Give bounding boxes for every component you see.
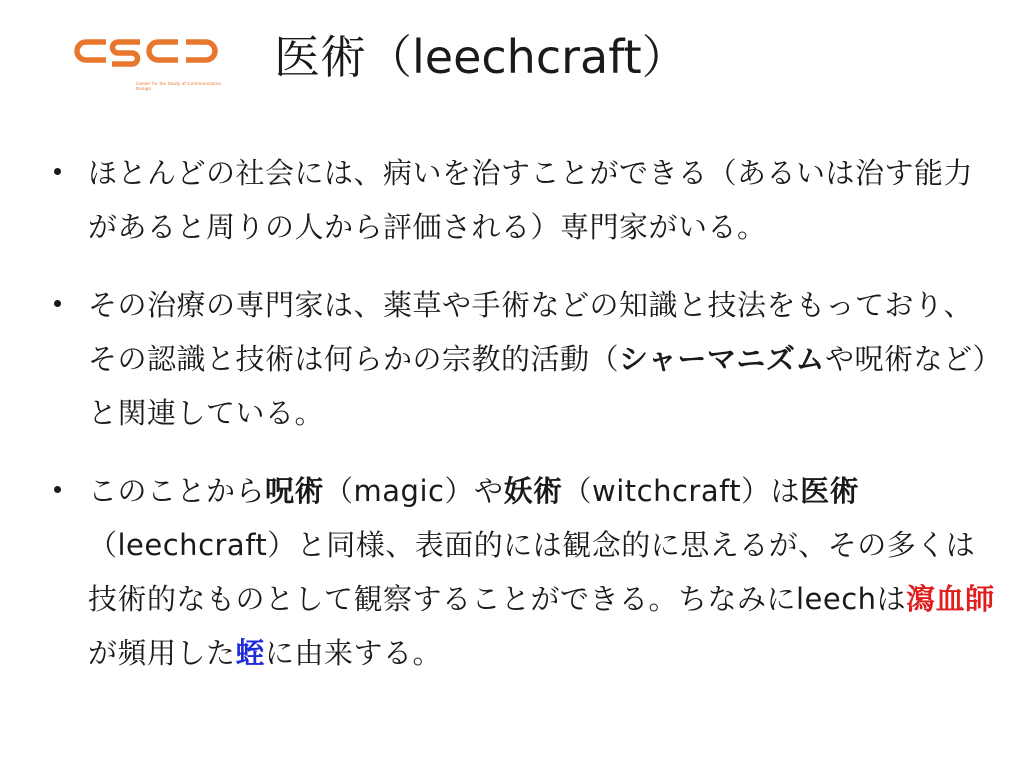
bullet-dot (54, 300, 61, 307)
bullet-text-run: 瀉血師 (906, 582, 995, 616)
bullet-text-run: このことから (88, 474, 266, 508)
bullet-text-run: その治療の専門家は、薬草や手術などの知識と技法をもっており、その認識と技術は何らかの宗教的活動（ (88, 288, 974, 376)
bullet-text-run: 呪術 (265, 474, 325, 508)
bullet-dot (54, 486, 61, 493)
logo-subtitle: Center for the Study of Communication Design (136, 81, 222, 91)
bullet-dot (54, 168, 61, 175)
bullet-text-run: 蛭 (235, 636, 266, 670)
bullet-list (46, 146, 996, 704)
bullet-text-run: や呪術など）と関連している。 (88, 342, 988, 430)
bullet-item (46, 464, 996, 680)
bullet-text-run: に由来する。 (265, 636, 443, 670)
cscd-logo (74, 34, 224, 91)
bullet-item (46, 278, 996, 440)
bullet-item (46, 146, 996, 254)
slide-title: 医術（leechcraft） (274, 30, 688, 84)
bullet-text-run: シャーマニズム (619, 342, 825, 376)
bullet-text-run: 医術 (800, 474, 860, 508)
bullet-text-run: が頻用した (88, 636, 236, 670)
bullet-text-run: 妖術 (503, 474, 563, 508)
bullet-text-run: ほとんどの社会には、病いを治すことができる（あるいは治す能力があると周りの人から評価される）専門家がいる。 (88, 156, 974, 244)
bullet-text-run: （witchcraft）は (562, 474, 801, 508)
bullet-text-run: （magic）や (324, 474, 504, 508)
cscd-logo-mark (74, 34, 224, 80)
bullet-text-run: （leechcraft）と同様、表面的には観念的に思えるが、その多くは技術的なものとして観察することができる。ちなみにleechは (88, 528, 976, 616)
